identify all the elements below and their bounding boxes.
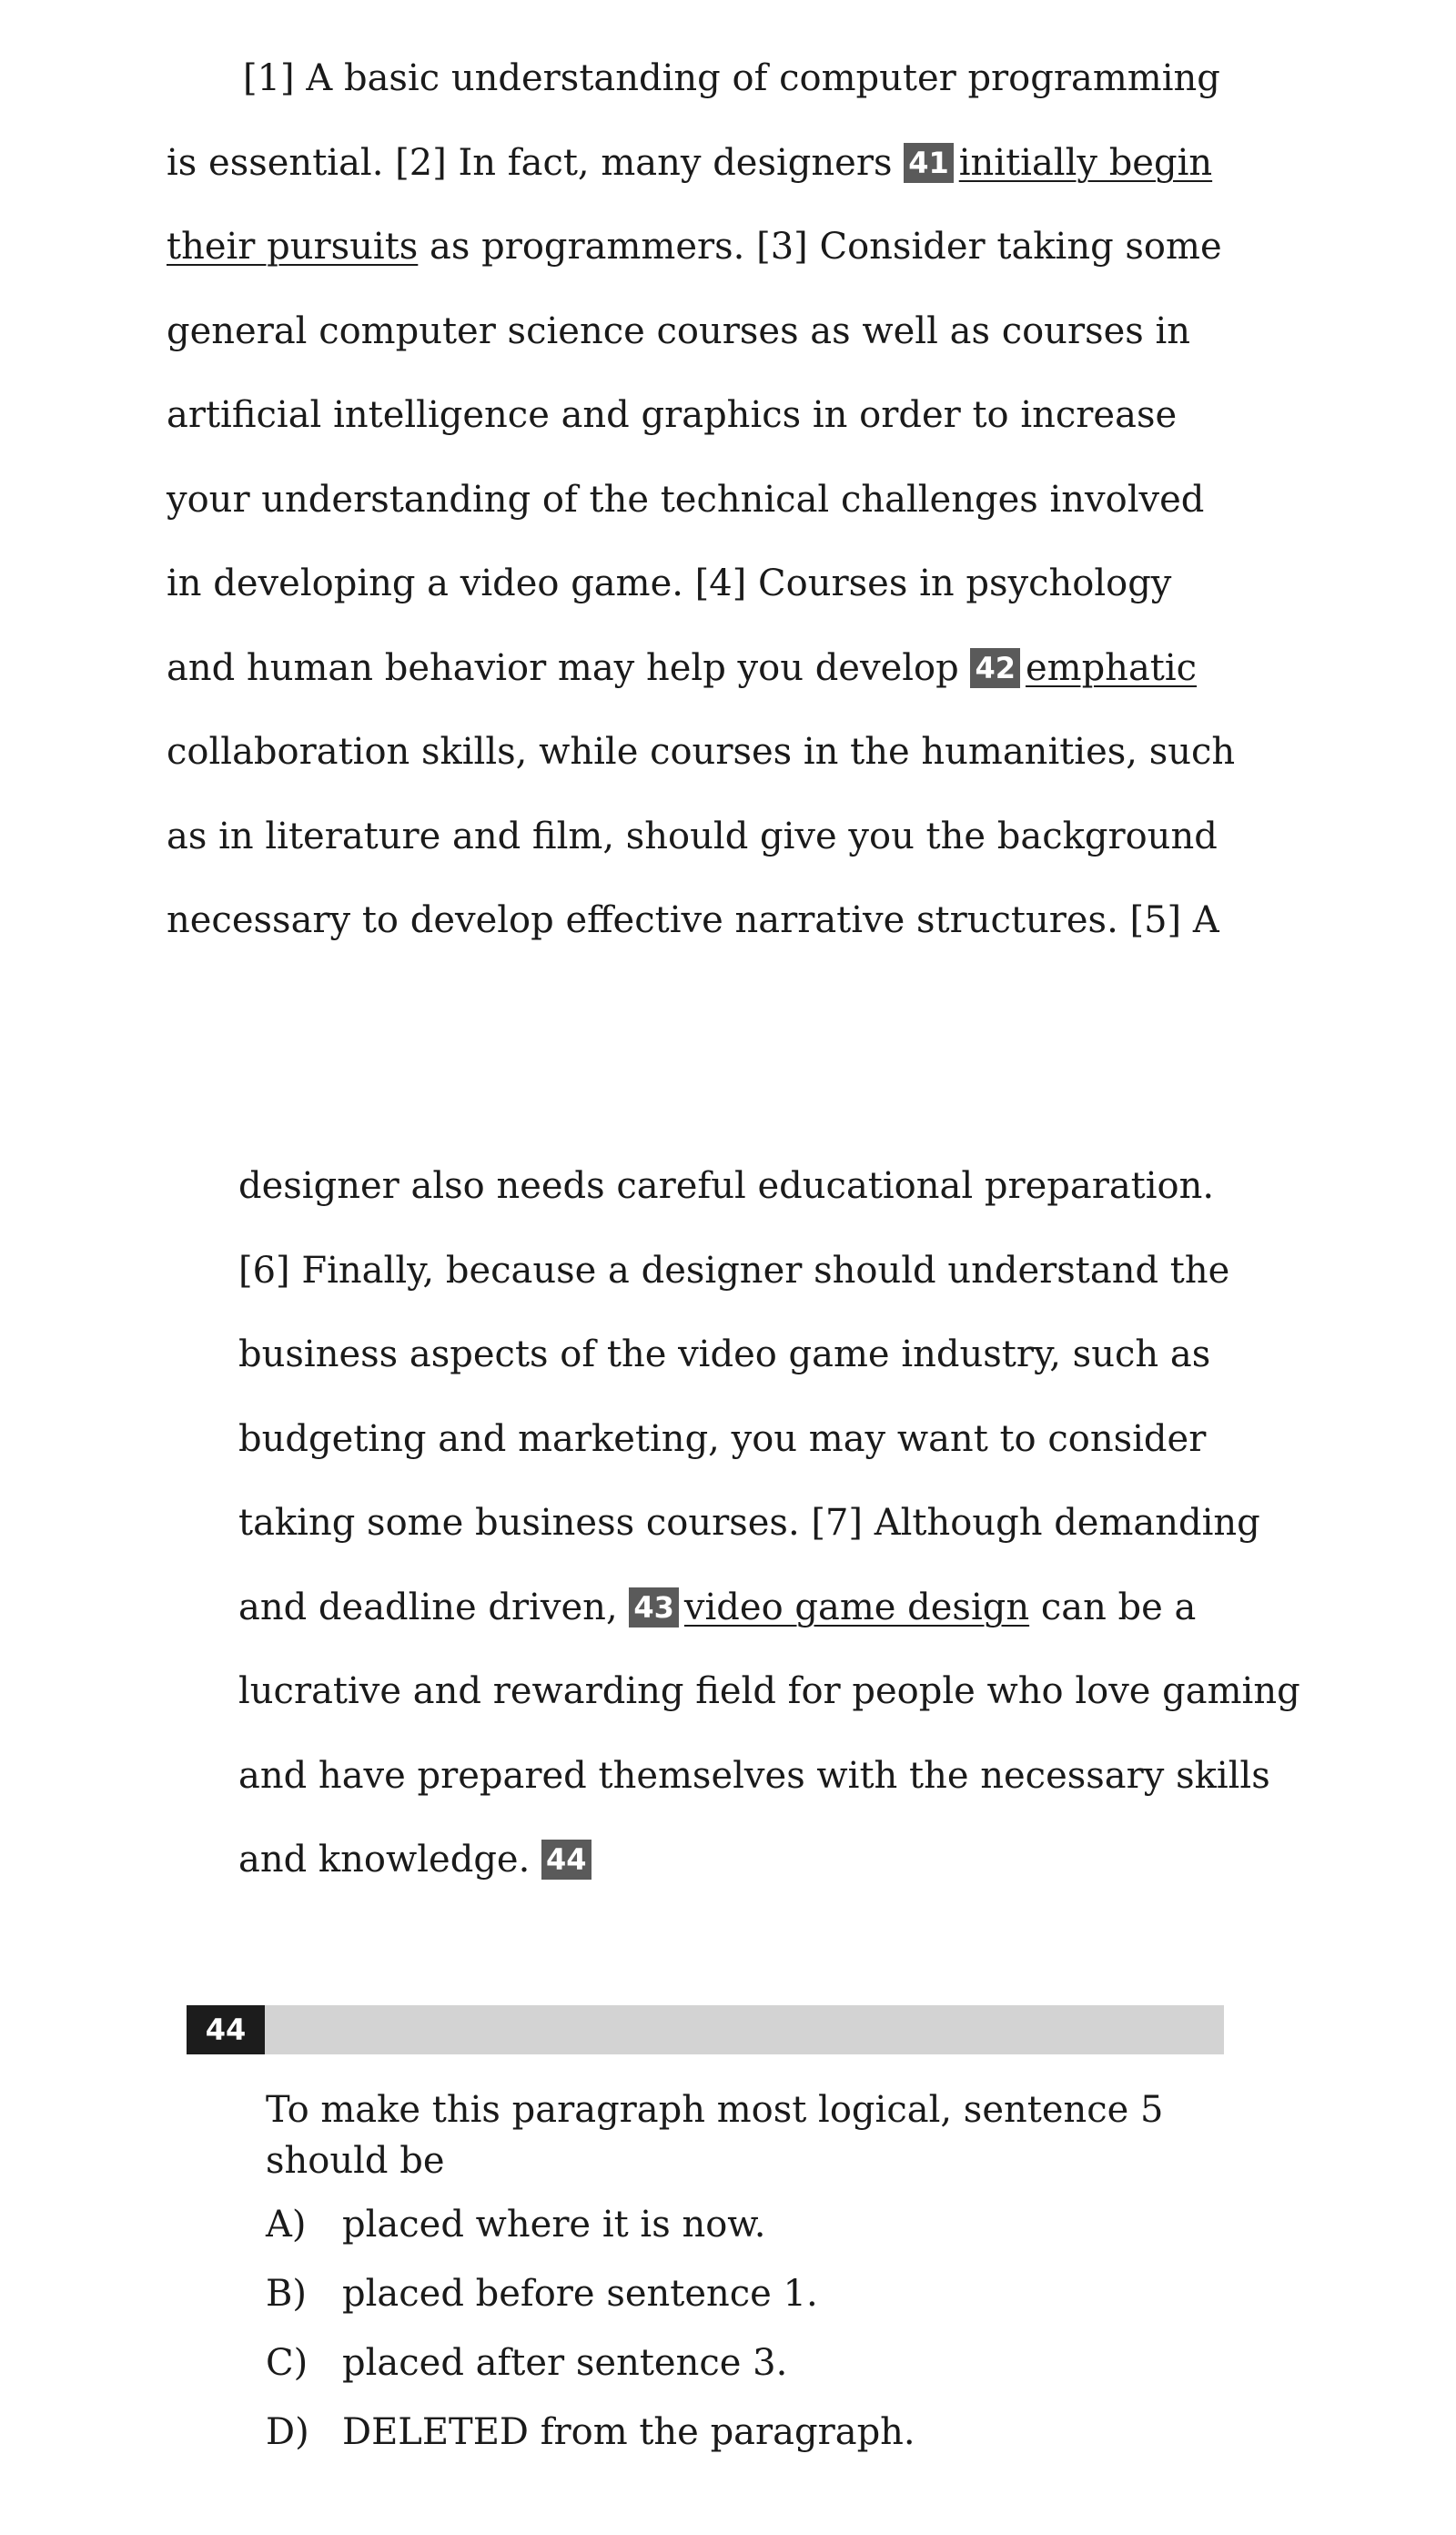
- passage-text: in developing a video game. [4] Courses in psychology: [167, 563, 1172, 604]
- passage-text: general computer science courses as well as courses in: [167, 309, 1191, 352]
- question-stem-line: should be: [266, 2140, 445, 2182]
- answer-choice-d[interactable]: [266, 2407, 1221, 2476]
- question-stem-line: To make this paragraph most logical, sentence 5: [266, 2089, 1164, 2131]
- passage-line: [238, 1144, 1300, 1229]
- passage-text: artificial intelligence and graphics in order to increase: [167, 394, 1178, 436]
- passage-line: [167, 373, 1235, 458]
- answer-choice-c[interactable]: [266, 2337, 1221, 2407]
- passage-text: and knowledge.: [238, 1839, 542, 1881]
- passage-line: [238, 1229, 1300, 1313]
- passage-line: [167, 878, 1235, 963]
- passage-line: [238, 1566, 1300, 1650]
- question-number: 44: [187, 2005, 265, 2054]
- question-marker-44[interactable]: 44: [541, 1840, 592, 1880]
- choice-text: placed after sentence 3.: [342, 2342, 788, 2384]
- passage-line: [238, 1313, 1300, 1397]
- passage-text: lucrative and rewarding field for people who love gaming: [238, 1670, 1300, 1712]
- passage-line: [167, 542, 1235, 626]
- passage-line: [238, 1649, 1300, 1734]
- passage-text: as programmers. [3] Consider taking some: [418, 226, 1222, 268]
- choice-letter: D): [266, 2411, 309, 2453]
- passage-line: [167, 710, 1235, 795]
- passage-line: [238, 1481, 1300, 1566]
- choice-text: DELETED from the paragraph.: [342, 2411, 915, 2453]
- passage-text: [6] Finally, because a designer should understand the: [238, 1249, 1230, 1292]
- question-body: [266, 2084, 1221, 2476]
- passage-text: and human behavior may help you develop: [167, 646, 971, 689]
- passage-line: [167, 458, 1235, 542]
- passage-text: designer also needs careful educational preparation.: [238, 1165, 1215, 1207]
- underlined-phrase: initially begin: [958, 141, 1213, 184]
- question-marker-42[interactable]: 42: [970, 648, 1020, 688]
- passage-line: [167, 626, 1235, 711]
- passage-line: [167, 205, 1235, 289]
- underlined-phrase: emphatic: [1025, 646, 1198, 689]
- passage-text: collaboration skills, while courses in the humanities, such: [167, 731, 1236, 773]
- passage-text: as in literature and film, should give you the background: [167, 815, 1218, 857]
- passage-text: and deadline driven,: [238, 1586, 630, 1628]
- passage-text: your understanding of the technical challenges involved: [167, 478, 1205, 521]
- passage-text: taking some business courses. [7] Although demanding: [238, 1502, 1260, 1544]
- question-marker-43[interactable]: 43: [629, 1587, 679, 1627]
- choice-letter: B): [266, 2273, 307, 2315]
- passage-text: [1] A basic understanding of computer programming: [243, 57, 1220, 99]
- choice-letter: C): [266, 2342, 308, 2384]
- passage-text: is essential. [2] In fact, many designers: [167, 141, 905, 184]
- choice-letter: A): [266, 2204, 307, 2246]
- underlined-phrase: video game design: [683, 1586, 1030, 1628]
- passage-line: [167, 289, 1235, 374]
- underlined-phrase: their pursuits: [167, 226, 419, 268]
- answer-choice-a[interactable]: [266, 2199, 1221, 2268]
- passage-text: budgeting and marketing, you may want to consider: [238, 1417, 1207, 1460]
- passage-line: [238, 1818, 1300, 1902]
- passage-line: [238, 1397, 1300, 1482]
- passage-part-2: [238, 1144, 1300, 1902]
- question-header-bar: [187, 2005, 1224, 2054]
- answer-choice-b[interactable]: [266, 2268, 1221, 2337]
- passage-line: [167, 121, 1235, 206]
- passage-text: can be a: [1029, 1586, 1197, 1628]
- passage-text: and have prepared themselves with the necessary skills: [238, 1754, 1270, 1797]
- passage-text: necessary to develop effective narrative structures. [5] A: [167, 899, 1219, 941]
- passage-text: business aspects of the video game industry, such as: [238, 1333, 1211, 1375]
- passage-line: [238, 1734, 1300, 1819]
- passage-line: [167, 36, 1235, 121]
- question-marker-41[interactable]: 41: [904, 143, 954, 183]
- passage-part-1: [167, 36, 1235, 963]
- passage-line: [167, 795, 1235, 879]
- question-stem: [266, 2084, 1221, 2186]
- choice-text: placed before sentence 1.: [342, 2273, 818, 2315]
- choice-text: placed where it is now.: [342, 2204, 766, 2246]
